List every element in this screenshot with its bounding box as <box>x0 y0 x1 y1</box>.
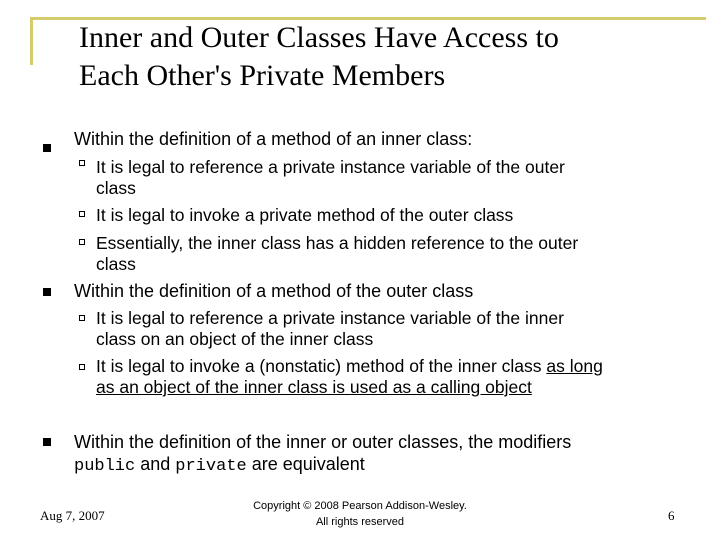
bullet-1-sub-3-line-2: class <box>96 254 136 274</box>
bullet-1-sub-3-line-1: Essentially, the inner class has a hidden reference to the outer <box>96 233 579 253</box>
sub-bullet-hollow-square-icon <box>79 364 85 370</box>
slide-title-line-1: Inner and Outer Classes Have Access to <box>79 21 559 54</box>
footer-copyright-line-2: All rights reserved <box>315 516 405 528</box>
footer-copyright <box>200 498 520 530</box>
bullet-2-sub-1-line-1: It is legal to reference a private instance variable of the inner <box>96 308 564 328</box>
page-number: 6 <box>668 508 675 523</box>
bullet-2-sub-2-underlined-text: as long <box>546 356 603 376</box>
sub-bullet-hollow-square-icon <box>79 239 85 245</box>
bullet-1-sub-2: It is legal to invoke a private method of the outer class <box>96 205 514 225</box>
bullet-3-tail-text: are equivalent <box>246 454 365 474</box>
bullet-3-line-2 <box>74 453 365 478</box>
bullet-3-and-text: and <box>135 454 176 474</box>
bullet-3-line-1: Within the definition of the inner or outer classes, the modifiers <box>74 432 572 452</box>
bullet-2-sub-2-line-1 <box>96 356 603 377</box>
bullet-square-icon <box>43 438 51 446</box>
bullet-1-sub-1-line-1: It is legal to reference a private instance variable of the outer <box>96 157 565 177</box>
bullet-2-text: Within the definition of a method of the outer class <box>74 281 474 301</box>
bullet-1-text: Within the definition of a method of an inner class: <box>74 129 473 149</box>
sub-bullet-hollow-square-icon <box>79 315 85 321</box>
footer-date: Aug 7, 2007 <box>40 508 105 523</box>
bullet-2-sub-2-line-2: as an object of the inner class is used as a calling object <box>96 377 532 397</box>
bullet-1-sub-1-line-2: class <box>96 178 136 198</box>
sub-bullet-hollow-square-icon <box>79 211 85 217</box>
footer-copyright-line-1: Copyright © 2008 Pearson Addison-Wesley. <box>253 500 467 512</box>
keyword-private: private <box>175 457 247 476</box>
keyword-public: public <box>74 457 136 476</box>
slide-title-line-2: Each Other's Private Members <box>79 59 446 92</box>
bullet-2-sub-1-line-2: class on an object of the inner class <box>96 329 374 349</box>
bullet-square-icon <box>43 144 51 152</box>
bullet-2-sub-2-plain-text: It is legal to invoke a (nonstatic) method of the inner class <box>96 356 547 376</box>
sub-bullet-hollow-square-icon <box>79 160 85 166</box>
bullet-square-icon <box>43 288 51 296</box>
